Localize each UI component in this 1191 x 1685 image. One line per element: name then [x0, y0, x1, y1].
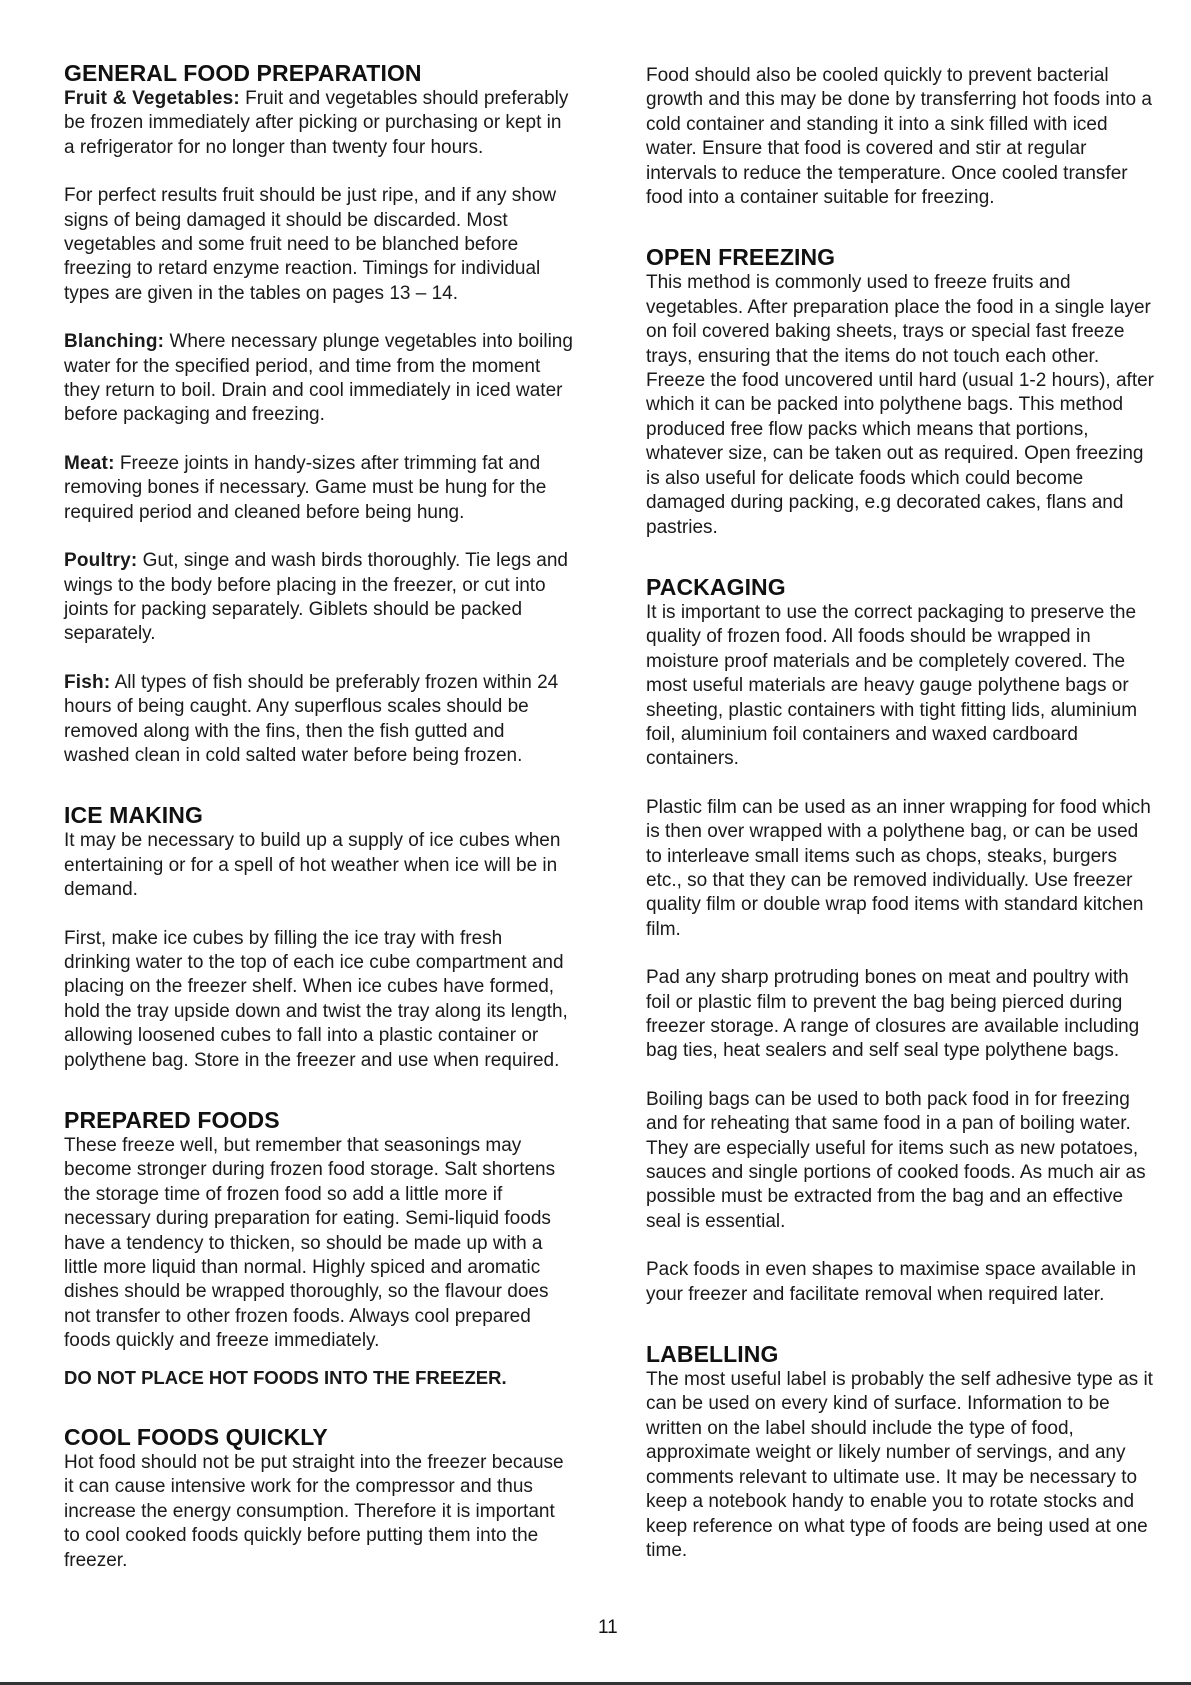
heading-general-food-preparation: GENERAL FOOD PREPARATION [64, 60, 422, 86]
page-number: 11 [598, 1617, 618, 1638]
paragraph-ice-making-2: First, make ice cubes by filling the ice tray with fresh drinking water to the top of each ice cube compartment and placing on the freezer shelf. When ice cubes have formed, hold the tray upside down and twist the tray along its length, allowing loosened cubes to fall into a plastic container or polythene bag. Store in the freezer and use when required. [64, 927, 568, 1071]
heading-packaging: PACKAGING [646, 573, 786, 600]
paragraph-cool-foods: Hot food should not be put straight into the freezer because it can cause intensive work for the compressor and thus increase the energy consumption. Therefore it is important to cool cooked foods quickly before putting them into the freezer. [64, 1452, 564, 1571]
text-poultry: Gut, singe and wash birds thoroughly. Tie legs and wings to the body before placing in the freezer, or cut into joints for packing separately. Giblets should be packed separately. [64, 550, 568, 645]
left-column [64, 60, 574, 1573]
paragraph-meat [64, 452, 574, 525]
paragraph-packaging-4: Boiling bags can be used to both pack food in for freezing and for reheating that same food in a pan of boiling water. They are especially useful for items such as new potatoes, sauces and single portions of cooked foods. As much air as possible must be extracted from the bag and an effective seal is essential. [646, 1088, 1146, 1232]
paragraph-packaging-1: It is important to use the correct packaging to preserve the quality of frozen food. All foods should be wrapped in moisture proof materials and be completely covered. The most useful materials are heavy gauge polythene bags or sheeting, plastic containers with tight fitting lids, aluminium foil, aluminium foil containers and waxed cardboard containers. [646, 601, 1138, 770]
lead-fruit-vegetables: Fruit & Vegetables: [64, 88, 240, 109]
text-blanching: Where necessary plunge vegetables into boiling water for the specified period, and time from the moment they return to boil. Drain and cool immediately in iced water before packaging and freezing. [64, 331, 573, 426]
heading-open-freezing: OPEN FREEZING [646, 244, 836, 271]
lead-blanching: Blanching: [64, 331, 165, 353]
paragraph-open-freezing: This method is commonly used to freeze fruits and vegetables. After preparation place the food in a single layer on foil covered baking sheets, trays or special fast freeze trays, ensuring that the items do not touch each other. Freeze the food uncovered until hard (usual 1-2 hours), after which it can be packed into polythene bags. This method produced free flow packs which means that portions, whatever size, can be taken out as required. Open freezing is also useful for delicate foods which could become damaged during packing, e.g decorated cakes, flans and pastries. [646, 272, 1155, 538]
lead-meat: Meat: [64, 452, 115, 474]
text-fish: All types of fish should be preferably frozen within 24 hours of being caught. Any superflous scales should be removed along with the fins, then the fish gutted and washed clean in cold salted water before being frozen. [64, 671, 559, 766]
heading-prepared-foods: PREPARED FOODS [64, 1107, 280, 1133]
paragraph-packaging-3: Pad any sharp protruding bones on meat and poultry with foil or plastic film to prevent the bag being pierced during freezer storage. A range of closures are available including bag ties, heat sealers and self seal type polythene bags. [646, 967, 1140, 1062]
paragraph-perfect-results: For perfect results fruit should be just ripe, and if any show signs of being damaged it should be discarded. Most vegetables and some fruit need to be blanched before freezing to retard enzyme reaction. Timings for individual types are given in the tables on pages 13 – 14. [64, 185, 557, 304]
text-fruit-vegetables: Fruit and vegetables should preferably be frozen immediately after picking or purchasing or kept in a refrigerator for no longer than twenty four hours. [64, 88, 569, 158]
paragraph-labelling: The most useful label is probably the self adhesive type as it can be used on every kind of surface. Information to be written on the label should include the type of food, approximate weight or likely number of servings, and any comments relevant to ultimate use. It may be necessary to keep a notebook handy to enable you to rotate stocks and keep reference on what type of foods are being used at one time. [646, 1369, 1153, 1561]
paragraph-prepared-foods: These freeze well, but remember that seasonings may become stronger during frozen food storage. Salt shortens the storage time of frozen food so add a little more if necessary during preparation for eating. Semi-liquid foods have a tendency to thicken, so should be made up with a little more liquid than normal. Highly spiced and aromatic dishes should be wrapped thoroughly, so the flavour does not transfer to other frozen foods. Always cool prepared foods quickly and freeze immediately. [64, 1135, 556, 1352]
paragraph-packaging-5: Pack foods in even shapes to maximise space available in your freezer and facilitate removal when required later. [646, 1259, 1137, 1305]
paragraph-poultry [64, 549, 574, 647]
heading-ice-making: ICE MAKING [64, 802, 203, 829]
warning-hot-foods: DO NOT PLACE HOT FOODS INTO THE FREEZER. [64, 1366, 507, 1388]
paragraph-fruit-vegetables [64, 87, 574, 160]
lead-fish: Fish: [64, 671, 111, 693]
paragraph-cool-foods-continued: Food should also be cooled quickly to prevent bacterial growth and this may be done by transferring hot foods into a cold container and standing it into a sink filled with iced water. Ensure that food is covered and stir at regular intervals to reduce the temperature. Once cooled transfer food into a container suitable for freezing. [646, 65, 1152, 209]
paragraph-packaging-2: Plastic film can be used as an inner wrapping for food which is then over wrapped with a polythene bag, or can be used to interleave small items such as chops, steaks, burgers etc., so that they can be removed individually. Use freezer quality film or double wrap food items with standard kitchen film. [646, 796, 1151, 940]
heading-cool-foods-quickly: COOL FOODS QUICKLY [64, 1424, 328, 1451]
paragraph-blanching [64, 330, 574, 428]
lead-poultry: Poultry: [64, 550, 138, 572]
text-meat: Freeze joints in handy-sizes after trimming fat and removing bones if necessary. Game must be hung for the required period and cleaned before being hung. [64, 452, 547, 523]
paragraph-fish [64, 671, 574, 769]
right-column [646, 64, 1156, 1563]
paragraph-ice-making-1: It may be necessary to build up a supply of ice cubes when entertaining or for a spell of hot weather when ice will be in demand. [64, 830, 561, 901]
heading-labelling: LABELLING [646, 1341, 779, 1368]
